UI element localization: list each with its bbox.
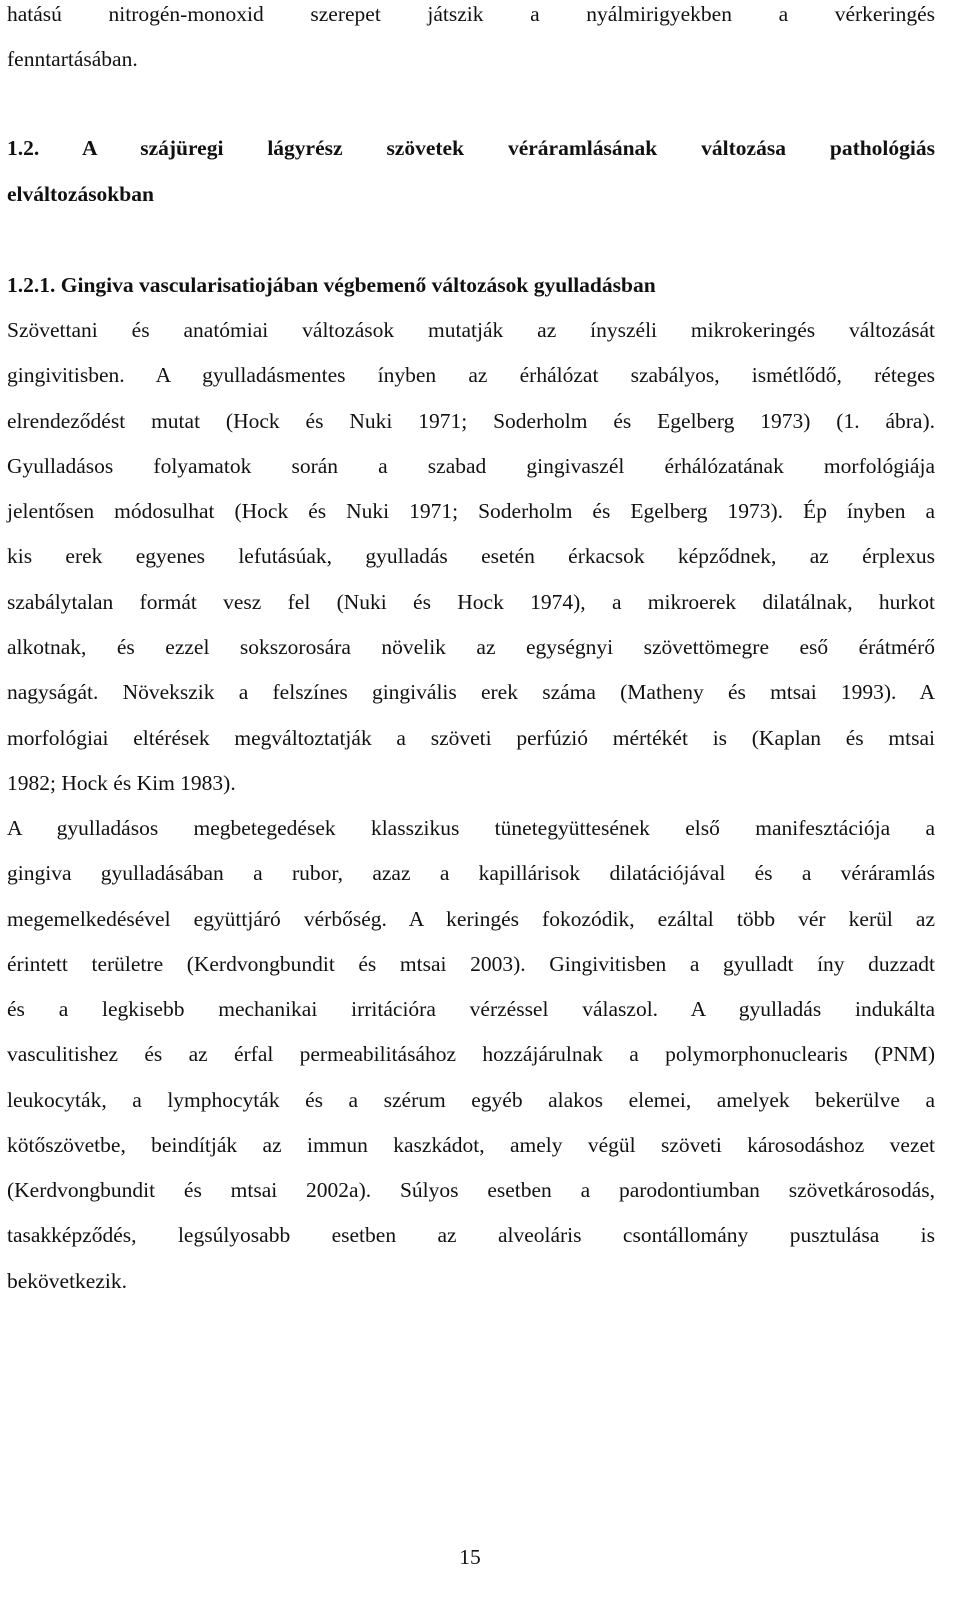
paragraph-line: gingiva gyulladásában a rubor, azaz a kapillárisok dilatációjával és a véráramlás [7, 861, 935, 885]
intro-line: hatású nitrogén-monoxid szerepet játszik a nyálmirigyekben a vérkeringés [7, 2, 935, 26]
section-heading: elváltozásokban [7, 182, 154, 206]
paragraph-line: érintett területre (Kerdvongbundit és mtsai 2003). Gingivitisben a gyulladt íny duzzadt [7, 952, 935, 976]
section-heading: 1.2. A szájüregi lágyrész szövetek véráramlásának változása pathológiás [7, 136, 935, 160]
paragraph-line: tasakképződés, legsúlyosabb esetben az alveoláris csontállomány pusztulása is [7, 1223, 935, 1247]
paragraph-line: elrendeződést mutat (Hock és Nuki 1971; Soderholm és Egelberg 1973) (1. ábra). [7, 409, 935, 433]
paragraph-line: 1982; Hock és Kim 1983). [7, 771, 236, 795]
paragraph-line: megemelkedésével együttjáró vérbőség. A keringés fokozódik, ezáltal több vér kerül az [7, 907, 935, 931]
paragraph-line: és a legkisebb mechanikai irritációra vérzéssel válaszol. A gyulladás indukálta [7, 997, 935, 1021]
paragraph-line: vasculitishez és az érfal permeabilitásához hozzájárulnak a polymorphonuclearis (PNM) [7, 1042, 935, 1066]
paragraph-line: Szövettani és anatómiai változások mutatják az ínyszéli mikrokeringés változását [7, 318, 935, 342]
paragraph-line: gingivitisben. A gyulladásmentes ínyben az érhálózat szabályos, ismétlődő, réteges [7, 363, 935, 387]
page-number: 15 [459, 1545, 481, 1569]
intro-line: fenntartásában. [7, 47, 138, 71]
paragraph-line: kötőszövetbe, beindítják az immun kaszkádot, amely végül szöveti károsodáshoz vezet [7, 1133, 935, 1157]
paragraph-line: kis erek egyenes lefutásúak, gyulladás esetén érkacsok képződnek, az érplexus [7, 544, 935, 568]
paragraph-line: leukocyták, a lymphocyták és a szérum egyéb alakos elemei, amelyek bekerülve a [7, 1088, 935, 1112]
paragraph-line: A gyulladásos megbetegedések klasszikus tünetegyüttesének első manifesztációja a [7, 816, 935, 840]
paragraph-line: nagyságát. Növekszik a felszínes gingivális erek száma (Matheny és mtsai 1993). A [7, 680, 935, 704]
paragraph-line: alkotnak, és ezzel sokszorosára növelik az egységnyi szövettömegre eső érátmérő [7, 635, 935, 659]
paragraph-line: (Kerdvongbundit és mtsai 2002a). Súlyos esetben a parodontiumban szövetkárosodás, [7, 1178, 935, 1202]
paragraph-line: morfológiai eltérések megváltoztatják a szöveti perfúzió mértékét is (Kaplan és mtsai [7, 726, 935, 750]
subsection-heading: 1.2.1. Gingiva vascularisatiojában végbemenő változások gyulladásban [7, 273, 656, 297]
paragraph-line: szabálytalan formát vesz fel (Nuki és Hock 1974), a mikroerek dilatálnak, hurkot [7, 590, 935, 614]
paragraph-line: jelentősen módosulhat (Hock és Nuki 1971; Soderholm és Egelberg 1973). Ép ínyben a [7, 499, 935, 523]
paragraph-line: Gyulladásos folyamatok során a szabad gingivaszél érhálózatának morfológiája [7, 454, 935, 478]
paragraph-line: bekövetkezik. [7, 1269, 127, 1293]
